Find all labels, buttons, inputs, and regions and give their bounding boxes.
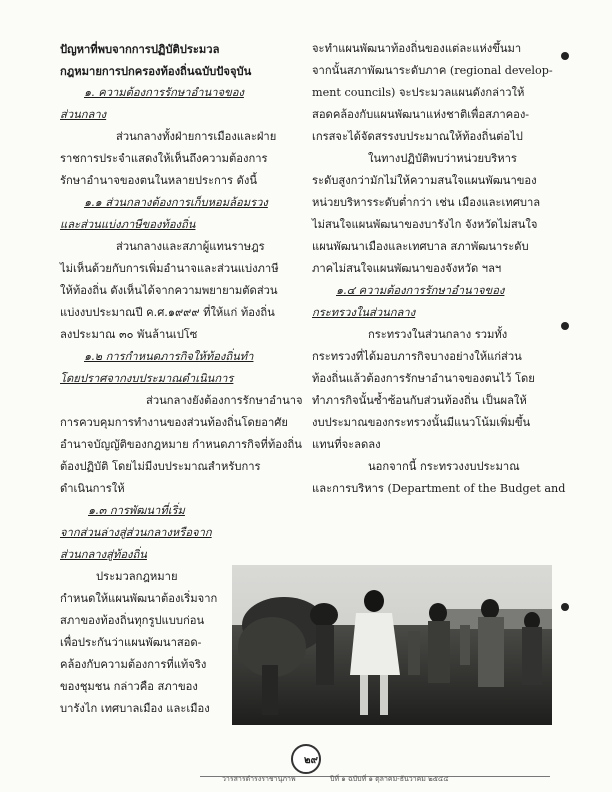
body-text: ทำภารกิจนั้นซ้ำซ้อนกับส่วนท้องถิ่น เป็นผลให้ [312, 394, 527, 407]
body-text: ส่วนกลางยังต้องการรักษาอำนาจ [146, 394, 303, 407]
body-text: ราชการประจำแสดงให้เห็นถึงความต้องการ [60, 152, 268, 165]
body-text: เพื่อประกันว่าแผนพัฒนาสอด- [60, 636, 202, 649]
body-text: รักษาอำนาจของตนในหลายประการ ดังนี้ [60, 174, 257, 187]
section-heading: กฎหมายการปกครองท้องถิ่นฉบับปัจจุบัน [60, 64, 252, 78]
subheading: ๑.๒ การกำหนดภารกิจให้ท้องถิ่นทำ [84, 350, 254, 363]
body-text: ให้ท้องถิ่น ดังเห็นได้จากความพยายามตัดส่วน [60, 284, 278, 297]
body-text: กำหนดให้แผนพัฒนาต้องเริ่มจาก [60, 592, 218, 605]
body-text: ดำเนินการให้ [60, 482, 125, 495]
body-text: ส่วนกลางทั้งฝ่ายการเมืองและฝ่าย [116, 130, 277, 143]
field-photo [232, 565, 552, 725]
body-text: กระทรวงในส่วนกลาง รวมทั้ง [368, 328, 508, 341]
body-text: ไม่เห็นด้วยกับการเพิ่มอำนาจและส่วนแบ่งภาษี [60, 262, 279, 275]
body-text: ไม่สนใจแผนพัฒนาของบารังไก จังหวัดไม่สนใจ [312, 218, 538, 231]
body-text: สภาของท้องถิ่นทุกรูปแบบก่อน [60, 614, 205, 627]
subheading: ส่วนกลางสู่ท้องถิ่น [60, 548, 147, 561]
punch-hole-icon [561, 603, 569, 611]
body-text: จะทำแผนพัฒนาท้องถิ่นของแต่ละแห่งขึ้นมา [312, 42, 522, 55]
body-text: อำนาจบัญญัติของกฎหมาย กำหนดภารกิจที่ท้องถิ่น [60, 438, 302, 451]
subheading: กระทรวงในส่วนกลาง [312, 306, 416, 319]
body-text: ท้องถิ่นแล้วต้องการรักษาอำนาจของตนไว้ โดย [312, 372, 535, 385]
body-text: ส่วนกลางและสภาผู้แทนราษฎร [116, 240, 265, 253]
punch-hole-icon [561, 322, 569, 330]
body-text: นอกจากนี้ กระทรวงงบประมาณ [368, 460, 520, 473]
body-text: งบประมาณของกระทรวงนั้นมีแนวโน้มเพิ่มขึ้น [312, 416, 531, 429]
body-text: ในทางปฏิบัติพบว่าหน่วยบริหาร [368, 152, 517, 165]
page-number: ๒๙ [304, 755, 318, 766]
right-column [312, 38, 566, 500]
photo-image [232, 565, 552, 725]
body-text: จากนั้นสภาพัฒนาระดับภาค (regional develop- [312, 64, 553, 77]
body-text: ต้องปฏิบัติ โดยไม่มีงบประมาณสำหรับการ [60, 460, 261, 473]
page-footer [0, 744, 612, 792]
punch-hole-icon [561, 52, 569, 60]
subheading: ๑.๑ ส่วนกลางต้องการเก็บหอมล้อมรวง [84, 196, 268, 209]
subheading: ส่วนกลาง [60, 108, 107, 121]
body-text: หน่วยบริหารระดับต่ำกว่า เช่น เมืองและเทศบาล [312, 196, 541, 209]
body-text: การควบคุมการทำงานของส่วนท้องถิ่นโดยอาศัย [60, 416, 288, 429]
body-text: เกรสจะได้จัดสรรงบประมาณให้ท้องถิ่นต่อไป [312, 130, 523, 143]
subheading: ๑.๓ การพัฒนาที่เริ่ม [88, 504, 185, 517]
journal-name: วารสารดำรงราชานุภาพ [222, 775, 296, 783]
section-heading: ปัญหาที่พบจากการปฏิบัติประมวล [60, 42, 220, 56]
body-text: คล้องกับความต้องการที่แท้จริง [60, 658, 207, 671]
body-text: ment councils) จะประมวลแผนดังกล่าวให้ [312, 86, 525, 99]
body-text: ลงประมาณ ๓๐ พันล้านเปโซ [60, 328, 198, 341]
body-text: สอดคล้องกับแผนพัฒนาแห่งชาติเพื่อสภาคอง- [312, 108, 530, 121]
body-text: ระดับสูงกว่ามักไม่ให้ความสนใจแผนพัฒนาของ [312, 174, 537, 187]
subheading: และส่วนแบ่งภาษีของท้องถิ่น [60, 218, 196, 231]
body-text: แบ่งงบประมาณปี ค.ศ.๑๙๙๙ ที่ให้แก่ ท้องถิ่น [60, 306, 275, 319]
body-text: แผนพัฒนาเมืองและเทศบาล สภาพัฒนาระดับ [312, 240, 529, 253]
body-text: ของชุมชน กล่าวคือ สภาของ [60, 680, 198, 693]
body-text: ภาคไม่สนใจแผนพัฒนาของจังหวัด ฯลฯ [312, 262, 502, 275]
body-text: กระทรวงที่ได้มอบภารกิจบางอย่างให้แก่ส่วน [312, 350, 522, 363]
body-text: และการบริหาร (Department of the Budget and [312, 482, 566, 495]
body-text: บารังไก เทศบาลเมือง และเมือง [60, 702, 210, 715]
issue-info: ปีที่ ๑ ฉบับที่ ๑ ตุลาคม-ธันวาคม ๒๕๔๔ [330, 775, 449, 783]
subheading: ๑.๔ ความต้องการรักษาอำนาจของ [336, 284, 505, 297]
subheading: โดยปราศจากงบประมาณดำเนินการ [60, 372, 234, 385]
subheading: ๑. ความต้องการรักษาอำนาจของ [84, 86, 244, 99]
body-text: แทนที่จะลดลง [312, 438, 381, 451]
subheading: จากส่วนล่างสู่ส่วนกลางหรือจาก [60, 526, 212, 539]
body-text: ประมวลกฎหมาย [96, 570, 178, 583]
